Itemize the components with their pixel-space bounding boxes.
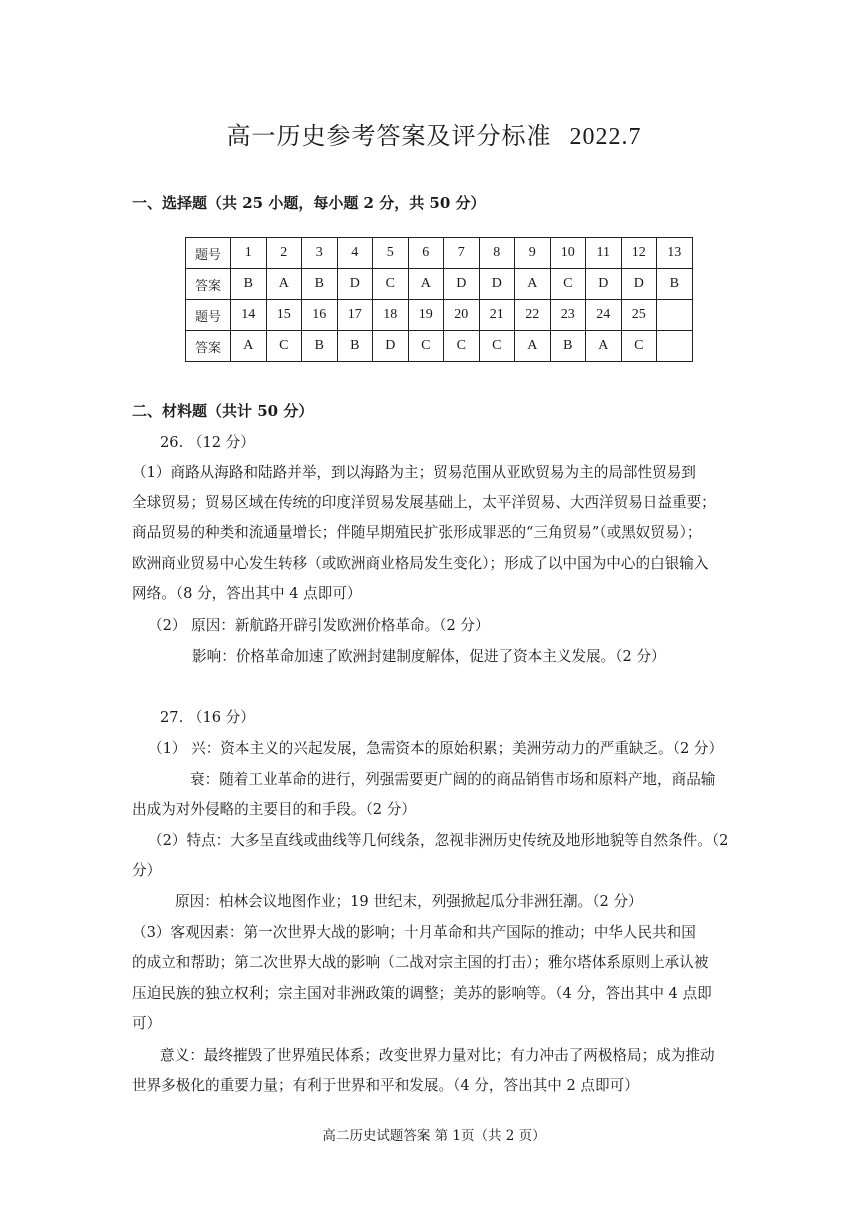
q27-p1-decline: 出成为对外侵略的主要目的和手段。（2 分） <box>132 801 416 818</box>
q27-p3-meaning: 世界多极化的重要力量；有利于世界和平和发展。（4 分，答出其中 2 点即可） <box>132 1077 639 1094</box>
answer-cell: C <box>408 331 444 362</box>
q27-p2-feature: （2）特点：大多呈直线或曲线等几何线条，忽视非洲历史传统及地形地貌等自然条件。（2 <box>148 832 729 849</box>
q27-p3-line: （3）客观因素：第一次世界大战的影响；十月革命和共产国际的推动；中华人民共和国 <box>132 924 696 941</box>
answer-cell: B <box>231 269 267 300</box>
row-label-question: 题号 <box>186 300 231 331</box>
question-number: 22 <box>515 300 551 331</box>
answer-cell: D <box>337 269 373 300</box>
q26-p1-line: 全球贸易；贸易区域在传统的印度洋贸易发展基础上，太平洋贸易、大西洋贸易日益重要； <box>132 494 716 511</box>
q27-p3-line: 的成立和帮助；第二次世界大战的影响（二战对宗主国的打击）；雅尔塔体系原则上承认被 <box>132 954 709 971</box>
q27-p2-reason: 原因：柏林会议地图作业；19 世纪末，列强掀起瓜分非洲狂潮。（2 分） <box>175 893 643 910</box>
q26-p2-effect: 影响：价格革命加速了欧洲封建制度解体，促进了资本主义发展。（2 分） <box>192 648 666 665</box>
row-label-answer: 答案 <box>186 331 231 362</box>
question-number: 17 <box>337 300 373 331</box>
answer-cell: C <box>373 269 409 300</box>
answer-cell: B <box>302 269 338 300</box>
question-number: 18 <box>373 300 409 331</box>
question-number: 16 <box>302 300 338 331</box>
q26-p1-line: 欧洲商业贸易中心发生转移（或欧洲商业格局发生变化）；形成了以中国为中心的白银输入 <box>132 555 709 572</box>
answer-cell: C <box>266 331 302 362</box>
question-number: 8 <box>479 238 515 269</box>
row-label-question: 题号 <box>186 238 231 269</box>
page-footer: 高二历史试题答案 第 1页（共 2 页） <box>322 1128 546 1144</box>
answer-cell: D <box>621 269 657 300</box>
empty-cell <box>657 331 693 362</box>
section-1-heading: 一、选择题（共 25 小题，每小题 2 分，共 50 分） <box>132 194 486 212</box>
q27-p3-line: 压迫民族的独立权利；宗主国对非洲政策的调整；美苏的影响等。（4 分，答出其中 4 点即 <box>132 985 712 1002</box>
answer-cell: C <box>550 269 586 300</box>
answer-cell: A <box>266 269 302 300</box>
answer-cell: A <box>586 331 622 362</box>
answer-cell: A <box>231 331 267 362</box>
question-number: 2 <box>266 238 302 269</box>
table-row <box>186 300 693 331</box>
title-text: 高一历史参考答案及评分标准 <box>226 122 552 150</box>
answer-cell: A <box>515 331 551 362</box>
question-number: 3 <box>302 238 338 269</box>
page-title <box>0 116 868 151</box>
question-number: 20 <box>444 300 480 331</box>
question-number: 23 <box>550 300 586 331</box>
title-year: 2022.7 <box>569 124 642 150</box>
question-number: 21 <box>479 300 515 331</box>
q27-p3-line: 可） <box>132 1015 162 1032</box>
empty-cell <box>657 300 693 331</box>
question-number: 13 <box>657 238 693 269</box>
answer-table <box>185 237 693 362</box>
question-number: 25 <box>621 300 657 331</box>
answer-cell: A <box>515 269 551 300</box>
answer-cell: D <box>444 269 480 300</box>
q27-p3-meaning: 意义：最终摧毁了世界殖民体系；改变世界力量对比；有力冲击了两极格局；成为推动 <box>160 1047 715 1064</box>
question-number: 11 <box>586 238 622 269</box>
answer-cell: D <box>479 269 515 300</box>
answer-cell: C <box>444 331 480 362</box>
question-number: 4 <box>337 238 373 269</box>
q27-heading: 27. （16 分） <box>160 709 255 726</box>
q27-p1-decline: 衰：随着工业革命的进行，列强需要更广阔的的商品销售市场和原料产地，商品输 <box>190 771 716 788</box>
question-number: 6 <box>408 238 444 269</box>
answer-cell: C <box>479 331 515 362</box>
q27-p2-feature: 分） <box>132 862 162 879</box>
question-number: 19 <box>408 300 444 331</box>
row-label-answer: 答案 <box>186 269 231 300</box>
question-number: 1 <box>231 238 267 269</box>
question-number: 5 <box>373 238 409 269</box>
question-number: 12 <box>621 238 657 269</box>
answer-cell: D <box>586 269 622 300</box>
answer-cell: B <box>337 331 373 362</box>
table-row <box>186 238 693 269</box>
q26-heading: 26. （12 分） <box>160 434 255 451</box>
q27-p1-rise: （1） 兴：资本主义的兴起发展，急需资本的原始积累；美洲劳动力的严重缺乏。（2 分） <box>148 740 724 757</box>
q26-p1-line: 网络。（8 分，答出其中 4 点即可） <box>132 585 362 602</box>
answer-cell: B <box>302 331 338 362</box>
q26-p1-line: （1）商路从海路和陆路并举，到以海路为主；贸易范围从亚欧贸易为主的局部性贸易到 <box>132 464 696 481</box>
question-number: 7 <box>444 238 480 269</box>
question-number: 10 <box>550 238 586 269</box>
answer-cell: B <box>550 331 586 362</box>
section-2-heading: 二、材料题（共计 50 分） <box>132 402 314 420</box>
question-number: 24 <box>586 300 622 331</box>
q26-p2-reason: （2） 原因：新航路开辟引发欧洲价格革命。（2 分） <box>148 617 490 634</box>
table-row <box>186 331 693 362</box>
question-number: 14 <box>231 300 267 331</box>
answer-cell: B <box>657 269 693 300</box>
answer-cell: A <box>408 269 444 300</box>
answer-cell: D <box>373 331 409 362</box>
answer-cell: C <box>621 331 657 362</box>
q26-p1-line: 商品贸易的种类和流通量增长；伴随早期殖民扩张形成罪恶的“三角贸易”（或黑奴贸易）； <box>132 524 702 541</box>
table-row <box>186 269 693 300</box>
question-number: 15 <box>266 300 302 331</box>
question-number: 9 <box>515 238 551 269</box>
